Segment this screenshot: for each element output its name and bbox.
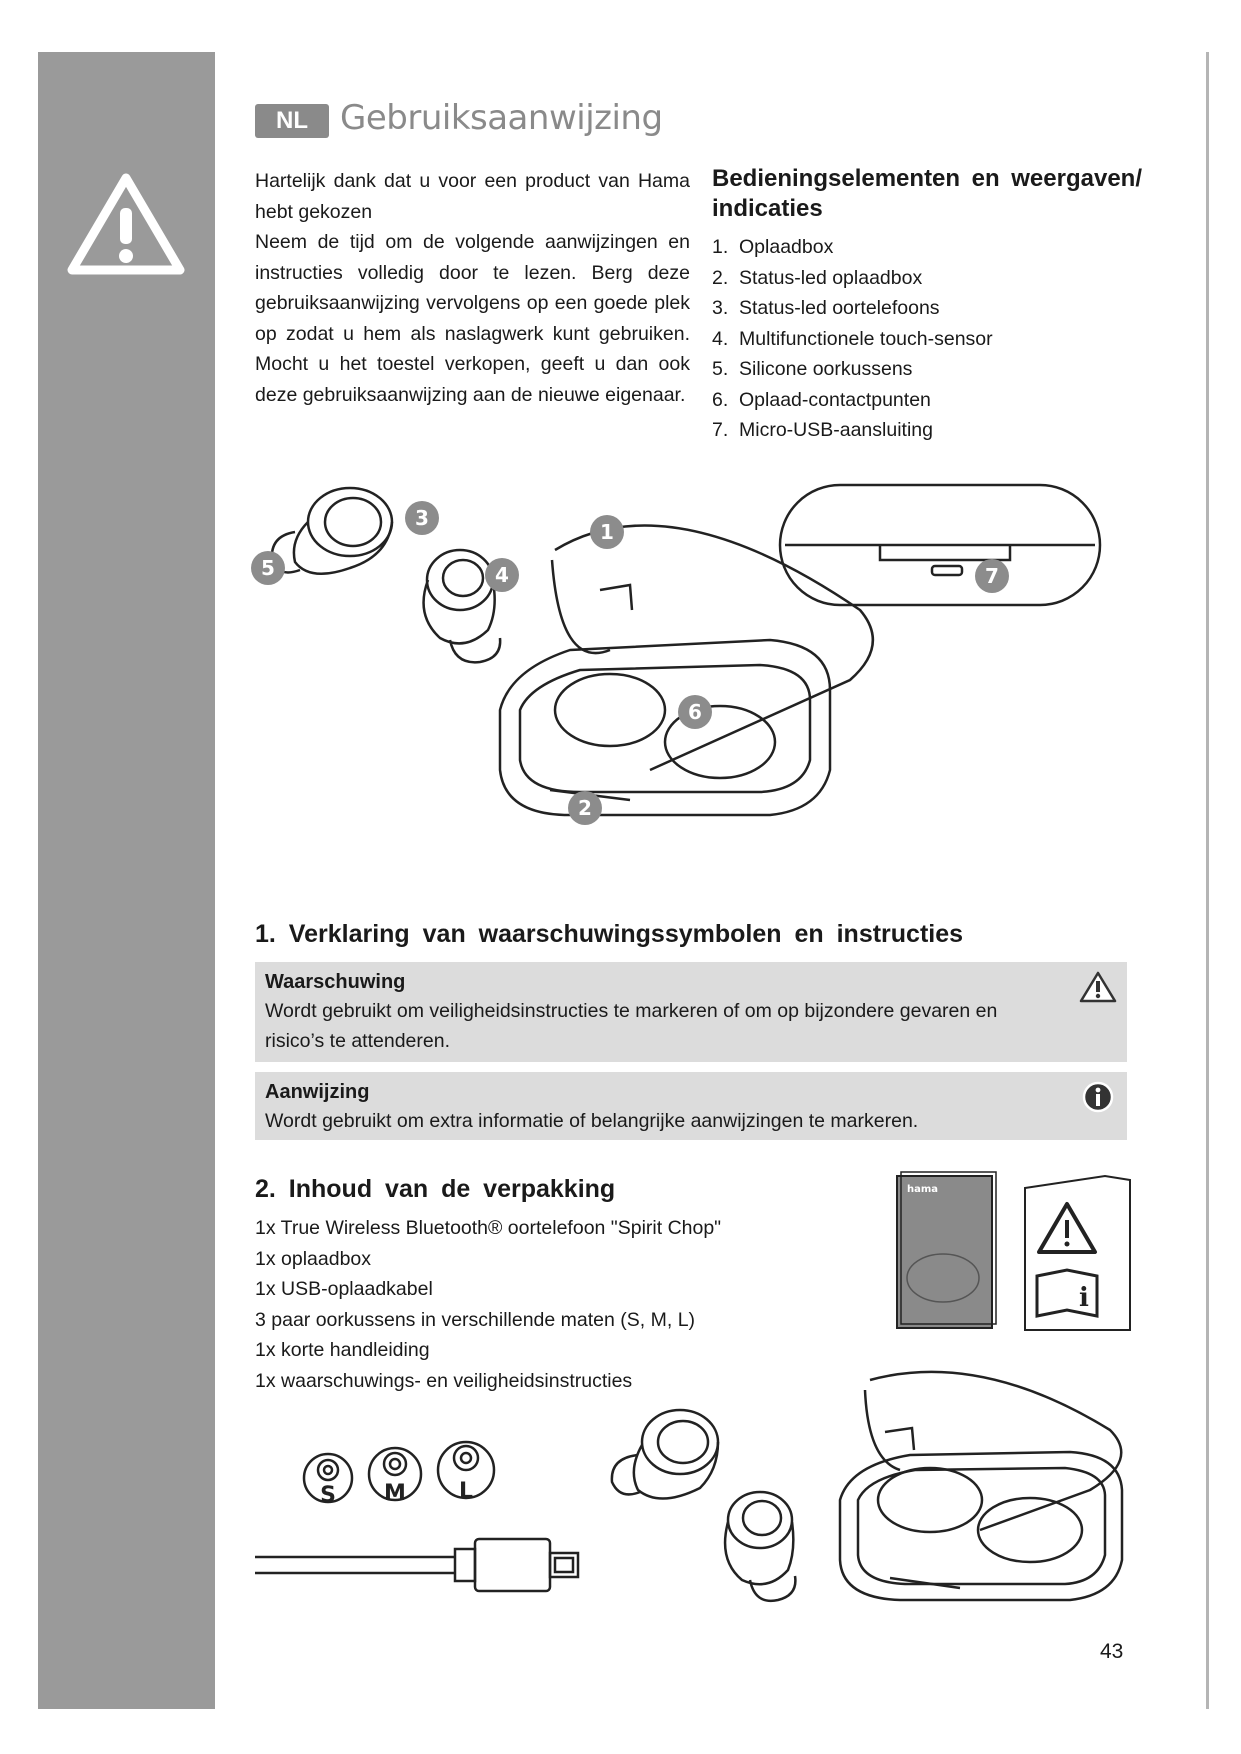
warning-text: Wordt gebruikt om veiligheidsinstructies te markeren of om op bijzondere gevaren en risico’s te attenderen. xyxy=(265,1000,998,1052)
size-m-label: M xyxy=(384,1481,406,1506)
list-item: 4. Multifunctionele touch-sensor xyxy=(712,327,993,350)
list-item: 6. Oplaad-contactpunten xyxy=(712,388,931,411)
callout-7-label: 7 xyxy=(985,564,999,588)
list-item: 5. Silicone oorkussens xyxy=(712,358,913,380)
language-badge: NL xyxy=(255,104,329,138)
hint-box xyxy=(255,1072,1127,1140)
warning-box xyxy=(255,962,1127,1062)
callout-4-label: 4 xyxy=(495,563,509,587)
list-item: 1x waarschuwings- en veiligheidsinstructies xyxy=(255,1369,633,1392)
list-item: 7. Micro-USB-aansluiting xyxy=(712,419,933,441)
eartips-illustration xyxy=(300,1440,500,1535)
hint-text: Wordt gebruikt om extra informatie of belangrijke aanwijzingen te markeren. xyxy=(265,1110,919,1132)
page-number: 43 xyxy=(1100,1640,1124,1663)
controls-title: Bedieningselementen en weergaven/ indicaties xyxy=(712,165,1142,222)
product-illustration xyxy=(250,470,1150,910)
intro-text xyxy=(255,166,690,410)
section-1-title: 1. Verklaring van waarschuwingssymbolen en instructies xyxy=(255,920,964,948)
list-item: 1x oplaadbox xyxy=(255,1247,372,1270)
callout-3-label: 3 xyxy=(415,506,429,530)
usb-cable-illustration xyxy=(255,1535,585,1595)
hint-label: Aanwijzing xyxy=(265,1081,370,1103)
intro-paragraph: Neem de tijd om de volgende aanwijzingen en instructies volledig door te lezen. Berg deze gebruiksaanwijzing vervolgens op een goede plek op zodat u hem als naslagwerk kunt gebruiken. Mocht u het toestel verkopen, geeft u dan ook deze gebruiksaanwijzing aan de nieuwe eigenaar. xyxy=(255,231,690,406)
list-item: 3 paar oorkussens in verschillende maten (S, M, L) xyxy=(255,1308,696,1331)
warning-triangle-icon xyxy=(66,170,186,278)
info-circle-icon xyxy=(1079,1080,1117,1114)
list-item: 1. Oplaadbox xyxy=(712,236,834,258)
size-s-label: S xyxy=(320,1483,336,1508)
sidebar xyxy=(38,52,215,1709)
list-item: 2. Status-led oplaadbox xyxy=(712,266,923,289)
package-contents-list xyxy=(255,1213,721,1396)
list-item: 1x True Wireless Bluetooth® oortelefoon "Spirit Chop" xyxy=(255,1217,722,1239)
manual-brand: hama xyxy=(907,1184,939,1195)
list-item: 1x korte handleiding xyxy=(255,1339,430,1361)
manual-and-leaflet-illustration xyxy=(895,1168,1135,1338)
charging-case-illustration xyxy=(830,1360,1130,1610)
callout-6-label: 6 xyxy=(688,700,702,724)
callout-5-label: 5 xyxy=(261,556,275,580)
section-2-title: 2. Inhoud van de verpakking xyxy=(255,1175,616,1203)
svg-text:i: i xyxy=(1079,1283,1089,1313)
page-edge-line xyxy=(1206,52,1209,1709)
list-item: 3. Status-led oortelefoons xyxy=(712,297,940,319)
size-l-label: L xyxy=(458,1479,474,1504)
list-item: 1x USB-oplaadkabel xyxy=(255,1278,433,1300)
controls-list xyxy=(712,232,993,446)
earbuds-illustration xyxy=(590,1400,820,1610)
warning-label: Waarschuwing xyxy=(265,971,406,993)
intro-paragraph: Hartelijk dank dat u voor een product van Hama hebt gekozen xyxy=(255,170,690,223)
warning-triangle-icon xyxy=(1079,970,1117,1004)
page-title: Gebruiksaanwijzing xyxy=(340,98,663,138)
callout-2-label: 2 xyxy=(578,796,592,820)
callout-1-label: 1 xyxy=(600,520,614,544)
